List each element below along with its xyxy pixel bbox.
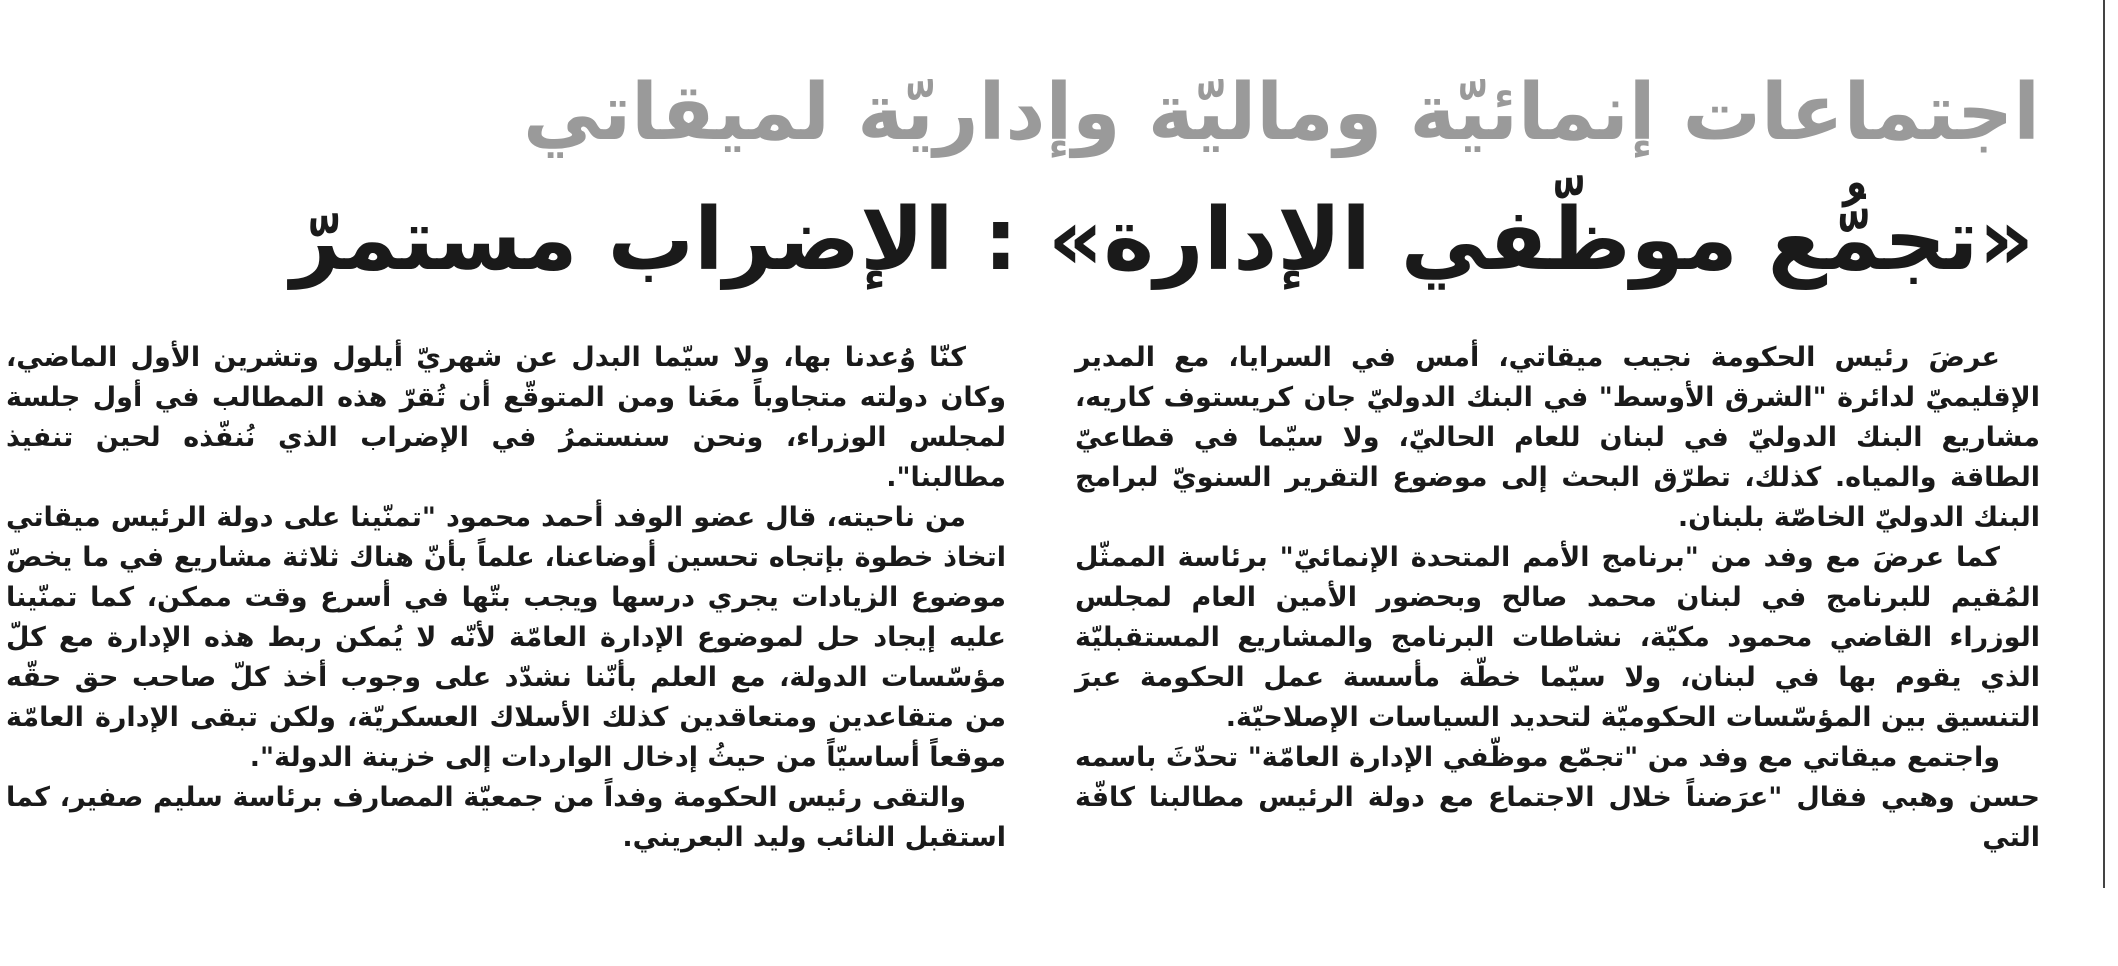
article-paragraph: كما عرضَ مع وفد من "برنامج الأمم المتحدة الإنمائيّ" برئاسة الممثّل المُقيم للبرنامج في لبنان محمد صالح وبحضور الأمين العام لمجلس الوزراء القاضي محمود مكيّة، نشاطات البرنامج والمشاريع المستقبليّة الذي يقوم بها في لبنان، ولا سيّما خطّة مأسسة عمل الحكومة عبرَ التنسيق بين المؤسّسات الحكوميّة لتحديد السياسات الإصلاحيّة.	[1075, 542, 2040, 733]
page-edge-rule	[2103, 0, 2105, 888]
article-paragraph: واجتمع ميقاتي مع وفد من "تجمّع موظّفي الإدارة العامّة" تحدّثَ باسمه حسن وهبي فقال "عرَضناً خلال الاجتماع مع دولة الرئيس مطالبنا كافّة التي	[1075, 742, 2040, 853]
article-paragraph: كنّا وُعدنا بها، ولا سيّما البدل عن شهريّ أيلول وتشرين الأول الماضي، وكان دولته متجاوباً معَنا ومن المتوقّع أن تُقرّ هذه المطالب في أول جلسة لمجلس الوزراء، ونحن سنستمرُ في الإضراب الذي نُنفّذه لحين تنفيذ مطالبنا".	[6, 342, 1006, 493]
article-kicker: اجتماعات إنمائيّة وماليّة وإداريّة لميقاتي	[522, 68, 2040, 158]
article-paragraph: والتقى رئيس الحكومة وفداً من جمعيّة المصارف برئاسة سليم صفير، كما استقبل النائب وليد البعريني.	[6, 782, 1006, 853]
article-paragraph: من ناحيته، قال عضو الوفد أحمد محمود "تمنّينا على دولة الرئيس ميقاتي اتخاذ خطوة بإتجاه تحسين أوضاعنا، علماً بأنّ هناك ثلاثة مشاريع في ما يخصّ موضوع الزيادات يجري درسها ويجب بتّها في أسرع وقت ممكن، كما تمنّينا عليه إيجاد حل لموضوع الإدارة العامّة لأنّه لا يُمكن ربط هذه الإدارة مع كلّ مؤسّسات الدولة، مع العلم بأنّنا نشدّد على وجوب أخذ كلّ صاحب حق حقّه من متقاعدين ومتعاقدين كذلك الأسلاك العسكريّة، ولكن تبقى الإدارة العامّة موقعاً أساسيّاً من حيثُ إدخال الواردات إلى خزينة الدولة".	[6, 502, 1006, 773]
article-column-left	[6, 338, 1006, 858]
article-paragraph: عرضَ رئيس الحكومة نجيب ميقاتي، أمس في السرايا، مع المدير الإقليميّ لدائرة "الشرق الأوسط" في البنك الدوليّ جان كريستوف كاريه، مشاريع البنك الدوليّ في لبنان للعام الحاليّ، ولا سيّما في قطاعيّ الطاقة والمياه. كذلك، تطرّق البحث إلى موضوع التقرير السنويّ لبرامج البنك الدوليّ الخاصّة بلبنان.	[1075, 342, 2040, 533]
article-column-right	[1075, 338, 2040, 858]
article-headline: «تجمُّع موظّفي الإدارة» : الإضراب مستمرّ	[290, 190, 2034, 290]
